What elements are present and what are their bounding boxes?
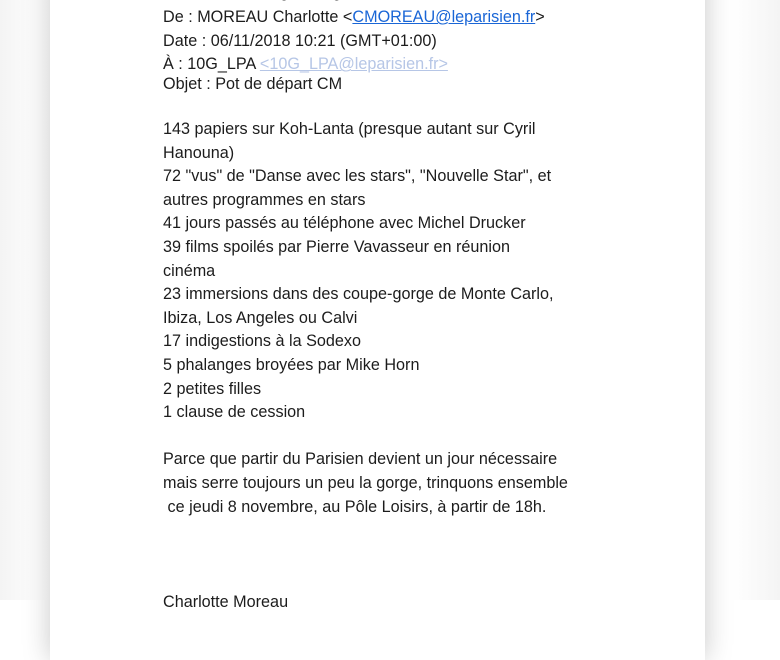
paragraph-gap xyxy=(163,425,603,449)
list-item: 2 petites filles xyxy=(163,379,262,398)
date-row xyxy=(163,30,437,54)
list-item: 72 "vus" de "Danse avec les stars", "Nouvelle Star", et autres programmes en stars xyxy=(163,167,552,209)
from-row xyxy=(163,6,545,30)
list-item: 143 papiers sur Koh-Lanta (presque autant sur Cyril Hanouna) xyxy=(163,120,536,162)
from-label: De : xyxy=(163,8,198,26)
to-name: 10G_LPA xyxy=(187,55,260,74)
list-item: 5 phalanges broyées par Mike Horn xyxy=(163,355,420,374)
list-item: 39 films spoilés par Pierre Vavasseur en réunion cinéma xyxy=(163,237,511,280)
subject-label: Objet : xyxy=(163,74,216,93)
date-value: 06/11/2018 10:21 (GMT+01:00) xyxy=(210,31,437,50)
to-email-link[interactable]: <10G_LPA@leparisien.fr> xyxy=(259,55,448,74)
email-body xyxy=(163,118,603,519)
list-item: 17 indigestions à la Sodexo xyxy=(163,332,361,351)
list-item: 1 clause de cession xyxy=(163,403,306,422)
from-lt: < xyxy=(342,8,353,26)
from-name: MOREAU Charlotte xyxy=(197,8,343,26)
subject-value: Pot de départ CM xyxy=(215,74,343,93)
original-message-title xyxy=(232,0,363,2)
from-email-link[interactable]: CMOREAU@leparisien.fr xyxy=(352,8,536,26)
invitation-line: ce jeudi 8 novembre, au Pôle Loisirs, à partir de 18h. xyxy=(163,497,547,516)
list-item: 23 immersions dans des coupe-gorge de Monte Carlo, Ibiza, Los Angeles ou Calvi xyxy=(163,285,554,327)
date-label: Date : xyxy=(163,31,211,50)
list-item: 41 jours passés au téléphone avec Michel Drucker xyxy=(163,214,526,233)
closing-paragraph: Parce que partir du Parisien devient un jour nécessaire mais serre toujours un peu la gorge, trinquons ensemble xyxy=(163,450,568,492)
subject-row xyxy=(163,73,342,97)
signature: Charlotte Moreau xyxy=(163,593,289,611)
from-gt: > xyxy=(535,8,545,26)
to-label: À : xyxy=(163,55,188,74)
